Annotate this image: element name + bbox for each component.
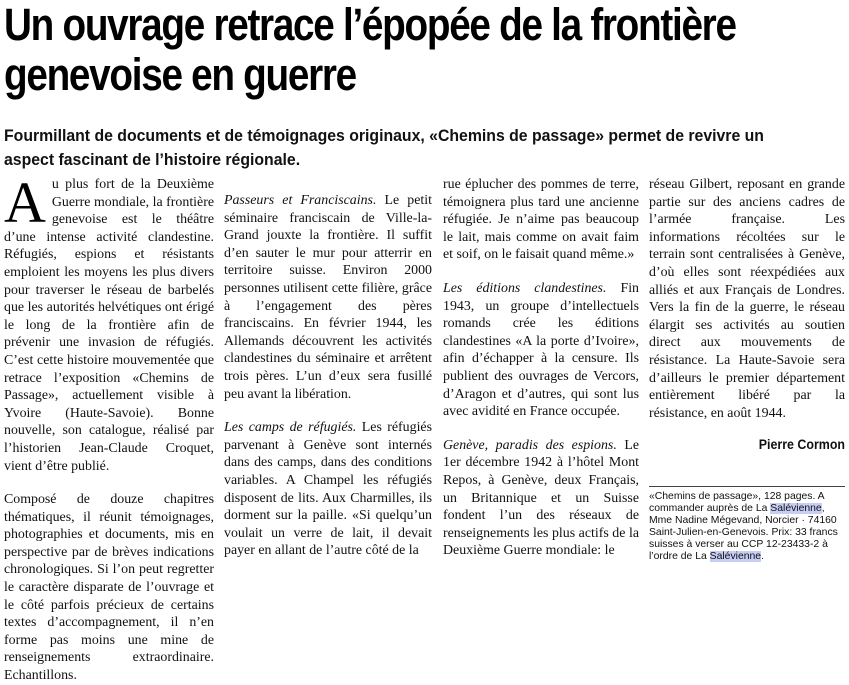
info-text-c: .	[761, 551, 764, 562]
subhead-camps: Les camps de réfugiés.	[224, 420, 357, 436]
section-espions	[443, 437, 639, 560]
drop-cap: A	[4, 170, 46, 235]
intro-text: u plus fort de la Deuxième Guerre mondiale, la frontière genevoise est le théâtre d’une intense activité clandestine. Réfugiés, espions et résistants emploient les moyens les plus divers pour traverser le réseau de barbelés que les autorités helvétiques ont érigé le long de la frontière afin de prévenir une invasion de réfugiés. C’est cette histoire mouvementée que retrace l’exposition «Chemins de Passage», actuellement visible à Yvoire (Haute-Savoie). Bonne nouvelle, son catalogue, réalisé par l’historien Jean-Claude Croquet, vient d’être publié.	[4, 177, 214, 474]
book-info-box	[649, 486, 845, 563]
text-camps: Les réfugiés parvenant à Genève sont internés dans des camps, dans des conditions variables. A Champel les réfugiés disposent de lits. Aux Charmilles, ils dorment sur la paille. «Si quelqu’un voulait un verre de lait, il devait payer en allant de l’autre côté de la	[224, 420, 432, 559]
article-column-4	[649, 176, 845, 454]
author-byline: Pierre Cormon	[758, 437, 845, 453]
subhead-editions: Les éditions clandestines.	[443, 280, 607, 296]
info-text-b: , Mme Nadine Mégevand, Norcier · 74160 Saint-Julien-en-Genevois. Prix: 33 francs suisses à verser au CCP 12-23433-2 à l’ordre de La	[649, 503, 838, 562]
section-camps	[224, 419, 432, 560]
intro-paragraph	[4, 170, 214, 475]
subhead-passeurs: Passeurs et Franciscains.	[224, 193, 377, 208]
article-column-3	[443, 176, 639, 560]
article-column-1	[4, 170, 214, 685]
article-column-2	[224, 176, 432, 560]
section-passeurs	[224, 192, 432, 403]
paragraph-composition: Composé de douze chapitres thématiques, il réunit témoignages, photographies et documents, mis en perspective par de brèves indications chronologiques. Si l’on peut regretter le caractère disparate de l’ouvrage et le côté parfois précieux de certains textes d’accompagnement, il n’en forme pas moins une mine de renseignements extraordinaire. Echantillons.	[4, 492, 214, 684]
headline-line-1: Un ouvrage retrace l’épopée de la frontière	[4, 0, 736, 50]
headline	[4, 0, 736, 100]
text-editions: Fin 1943, un groupe d’intellectuels romands crée les éditions clandestines «A la porte d’Ivoire», afin d’échapper à la censure. Ils publient des ouvrages de Vercors, d’Aragon et d’autres, qui sont lus avec avidité en France occupée.	[443, 280, 639, 420]
info-text-a: «Chemins de passage», 128 pages. A commander auprès de La	[649, 491, 825, 514]
section-camps-continued: rue éplucher des pommes de terre, témoignera plus tard une ancienne réfugiée. Je n’aime pas beaucoup le lait, mais comme on avait faim et soif, on le faisait quand même.»	[443, 177, 639, 263]
text-espions: Le 1er décembre 1942 à l’hôtel Mont Repos, à Genève, deux Français, un Britannique et un Suisse fondent l’un des réseaux de renseignements les plus actifs de la Deuxième Guerre mondiale: le	[443, 437, 639, 559]
subhead-espions: Genève, paradis des espions.	[443, 437, 617, 453]
section-editions	[443, 280, 639, 421]
headline-line-2: genevoise en guerre	[4, 49, 356, 100]
text-passeurs: Le petit séminaire franciscain de Ville-la-Grand jouxte la frontière. Il suffit d’en sauter le mur pour atterrir en territoire suisse. Environ 2000 personnes utilisent cette filière, grâce à l’engagement des pères franciscains. En février 1944, les Allemands découvrent les activités clandestines du séminaire et arrêtent trois pères. L’un d’eux sera fusillé peu avant la libération.	[224, 193, 432, 402]
subheadline-deck: Fourmillant de documents et de témoignages originaux, «Chemins de passage» permet de revivre un aspect fascinant de l’histoire régionale.	[4, 126, 764, 169]
search-highlight: Salévienne	[770, 503, 822, 514]
search-highlight: Salévienne	[709, 551, 762, 562]
section-espions-continued: réseau Gilbert, reposant en grande partie sur des anciens cadres de l’armée française. Les informations récoltées sur le terrain sont centralisées à Genève, d’où elles sont réexpédiées aux alliés et aux Français de Londres. Vers la fin de la guerre, le réseau élargit ses activités au soutien direct aux mouvements de résistance. La Haute-Savoie sera d’ailleurs le premier département entièrement libéré par la résistance, en août 1944.	[649, 177, 845, 421]
